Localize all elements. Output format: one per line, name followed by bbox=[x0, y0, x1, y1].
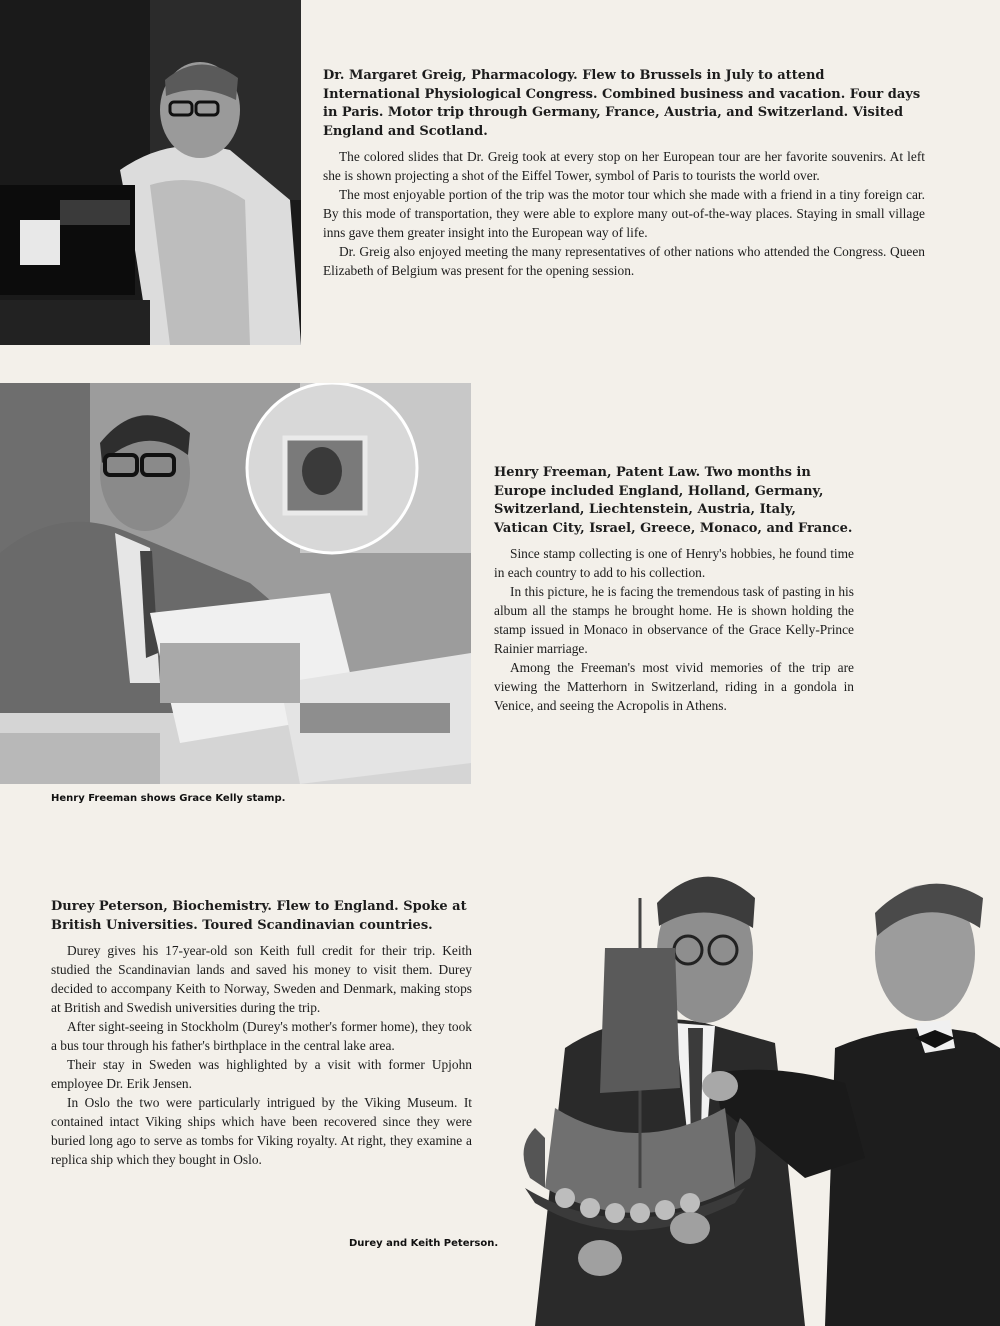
peterson-paragraph: Their stay in Sweden was highlighted by a visit with former Upjohn employee Dr. Erik Jensen. bbox=[51, 1057, 472, 1091]
freeman-photo bbox=[0, 383, 471, 784]
greig-paragraph: The colored slides that Dr. Greig took at every stop on her European tour are her favorite souvenirs. At left she is shown projecting a shot of the Eiffel Tower, symbol of Paris to tourists the world over. bbox=[323, 149, 925, 183]
freeman-caption: Henry Freeman shows Grace Kelly stamp. bbox=[51, 793, 286, 804]
peterson-paragraph: Durey gives his 17-year-old son Keith full credit for their trip. Keith studied the Scandinavian lands and saved his money to visit them. Durey decided to accompany Keith to Norway, Sweden and Denmark, making stops at British and Swedish universities during the trip. bbox=[51, 943, 472, 1015]
peterson-photo bbox=[505, 858, 1000, 1326]
freeman-article bbox=[494, 464, 854, 715]
peterson-caption: Durey and Keith Peterson. bbox=[349, 1238, 499, 1249]
greig-heading: Dr. Margaret Greig, Pharmacology. Flew to Brussels in July to attend International Physiological Congress. Combined business and vacation. Four days in Paris. Motor trip through Germany, France, Austria, and Switzerland. Visited England and Scotland. bbox=[323, 68, 921, 139]
greig-article bbox=[323, 67, 925, 280]
peterson-paragraph: After sight-seeing in Stockholm (Durey's mother's former home), they took a bus tour through his father's birthplace in the central lake area. bbox=[51, 1019, 472, 1053]
freeman-paragraph: In this picture, he is facing the tremendous task of pasting in his album all the stamps he brought home. He is shown holding the stamp issued in Monaco in observance of the Grace Kelly-Prince Rainier marriage. bbox=[494, 584, 854, 656]
greig-paragraph: The most enjoyable portion of the trip was the motor tour which she made with a friend in a tiny foreign car. By this mode of transportation, they were able to explore many out-of-the-way places. Staying in small village inns gave them greater insight into the European way of life. bbox=[323, 187, 925, 240]
freeman-paragraph: Since stamp collecting is one of Henry's hobbies, he found time in each country to add to his collection. bbox=[494, 546, 854, 580]
freeman-paragraph: Among the Freeman's most vivid memories of the trip are viewing the Matterhorn in Switzerland, riding in a gondola in Venice, and seeing the Acropolis in Athens. bbox=[494, 660, 854, 713]
peterson-article bbox=[51, 898, 472, 1169]
freeman-heading: Henry Freeman, Patent Law. Two months in Europe included England, Holland, Germany, Switzerland, Liechtenstein, Austria, Italy, Vatican City, Israel, Greece, Monaco, and France. bbox=[494, 465, 853, 536]
peterson-heading: Durey Peterson, Biochemistry. Flew to England. Spoke at British Universities. Toured Scandinavian countries. bbox=[51, 899, 467, 933]
greig-photo bbox=[0, 0, 301, 345]
greig-paragraph: Dr. Greig also enjoyed meeting the many representatives of other nations who attended the Congress. Queen Elizabeth of Belgium was present for the opening session. bbox=[323, 244, 925, 278]
peterson-paragraph: In Oslo the two were particularly intrigued by the Viking Museum. It contained intact Viking ships which have been recovered since they were buried long ago to serve as tombs for Viking royalty. At right, they examine a replica ship which they bought in Oslo. bbox=[51, 1095, 472, 1167]
